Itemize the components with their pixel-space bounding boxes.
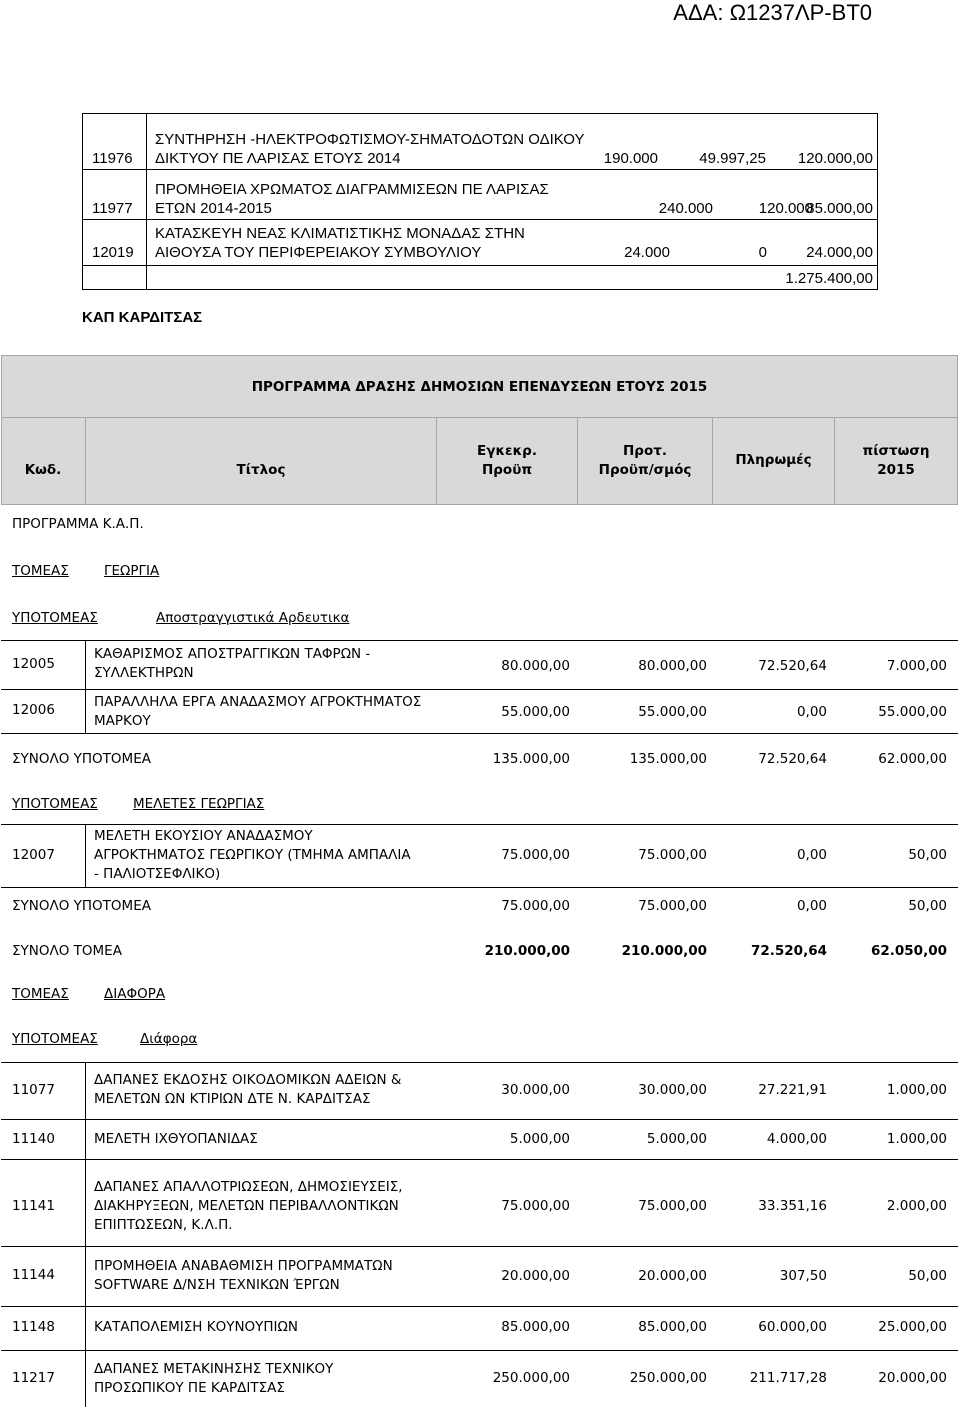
title-cell: ΣΥΛΛΕΚΤΗΡΩΝ xyxy=(94,665,194,681)
table-divider xyxy=(82,219,878,220)
table-border-left xyxy=(82,113,83,290)
code-cell: 11144 xyxy=(12,1267,55,1283)
payments-cell: 307,50 xyxy=(779,1268,827,1284)
title-cell: ΠΑΡΑΛΛΗΛΑ ΕΡΓΑ ΑΝΑΔΑΣΜΟΥ ΑΓΡΟΚΤΗΜΑΤΟΣ xyxy=(94,694,422,710)
table-col-divider xyxy=(146,113,147,290)
title-cell: ΚΑΘΑΡΙΣΜΟΣ ΑΠΟΣΤΡΑΓΓΙΚΩΝ ΤΑΦΡΩΝ - xyxy=(94,646,371,662)
title-cell: ΕΤΩΝ 2014-2015 xyxy=(155,200,272,217)
top-total: 1.275.400,00 xyxy=(785,270,873,287)
row-divider xyxy=(1,1062,958,1063)
proposed-cell: 55.000,00 xyxy=(638,704,707,720)
title-cell: - ΠΑΛΙΟΤΣΕΦΛΙΚΟ) xyxy=(94,866,221,882)
title-cell: ΔΙΑΚΗΡΥΞΕΩΝ, ΜΕΛΕΤΩΝ ΠΕΡΙΒΑΛΛΟΝΤΙΚΩΝ xyxy=(94,1198,399,1214)
payments-cell: 33.351,16 xyxy=(758,1198,827,1214)
proposed-cell: 30.000,00 xyxy=(638,1082,707,1098)
value-cell: 190.000 xyxy=(603,150,658,167)
approved-cell: 75.000,00 xyxy=(501,1198,570,1214)
row-divider xyxy=(1,887,958,888)
code-cell: 11141 xyxy=(12,1198,55,1214)
subtotal-credit: 62.000,00 xyxy=(878,751,947,767)
row-divider xyxy=(1,1306,958,1307)
col-header-credit: 2015 xyxy=(877,462,915,478)
value-cell: 85.000,00 xyxy=(806,200,873,217)
credit-cell: 25.000,00 xyxy=(878,1319,947,1335)
title-cell: ΔΙΚΤΥΟΥ ΠΕ ΛΑΡΙΣΑΣ ΕΤΟΥΣ 2014 xyxy=(155,150,401,167)
subsector-name: ΜΕΛΕΤΕΣ ΓΕΩΡΓΙΑΣ xyxy=(133,796,265,812)
credit-cell: 50,00 xyxy=(908,847,947,863)
payments-cell: 4.000,00 xyxy=(766,1131,827,1147)
subtotal-label: ΣΥΝΟΛΟ ΥΠΟΤΟΜΕΑ xyxy=(12,751,151,767)
subtotal-payments: 72.520,64 xyxy=(758,751,827,767)
credit-cell: 1.000,00 xyxy=(886,1082,947,1098)
code-cell: 11148 xyxy=(12,1319,55,1335)
approved-cell: 20.000,00 xyxy=(501,1268,570,1284)
approved-cell: 250.000,00 xyxy=(492,1370,570,1386)
subtotal-proposed: 75.000,00 xyxy=(638,898,707,914)
proposed-cell: 20.000,00 xyxy=(638,1268,707,1284)
col-header-payments: Πληρωμές xyxy=(735,452,812,468)
banner-border xyxy=(1,504,958,505)
code-cell: 11976 xyxy=(92,150,133,167)
title-cell: ΚΑΤΑΠΟΛΕΜΙΣΗ ΚΟΥΝΟΥΠΙΩΝ xyxy=(94,1319,298,1335)
banner-divider xyxy=(1,417,958,418)
sector-name: ΓΕΩΡΓΙΑ xyxy=(104,563,160,579)
col-divider xyxy=(85,640,86,734)
sector-total-proposed: 210.000,00 xyxy=(621,943,707,959)
sector-total-credit: 62.050,00 xyxy=(870,943,947,959)
proposed-cell: 250.000,00 xyxy=(629,1370,707,1386)
approved-cell: 30.000,00 xyxy=(501,1082,570,1098)
table-divider xyxy=(82,265,878,266)
code-cell: 12006 xyxy=(12,702,55,718)
payments-cell: 72.520,64 xyxy=(758,658,827,674)
subtotal-payments: 0,00 xyxy=(796,898,827,914)
payments-cell: 27.221,91 xyxy=(758,1082,827,1098)
col-header-title: Τίτλος xyxy=(236,462,286,478)
program-label: ΠΡΟΓΡΑΜΜΑ Κ.Α.Π. xyxy=(12,516,144,532)
credit-cell: 20.000,00 xyxy=(878,1370,947,1386)
banner-border xyxy=(1,355,958,356)
credit-cell: 7.000,00 xyxy=(886,658,947,674)
sector-label: ΤΟΜΕΑΣ xyxy=(12,563,69,579)
title-cell: ΔΑΠΑΝΕΣ ΜΕΤΑΚΙΝΗΣΗΣ ΤΕΧΝΙΚΟΥ xyxy=(94,1361,334,1377)
table-border-right xyxy=(877,113,878,290)
value-cell: 0 xyxy=(758,244,767,261)
credit-cell: 55.000,00 xyxy=(878,704,947,720)
approved-cell: 5.000,00 xyxy=(509,1131,570,1147)
approved-cell: 85.000,00 xyxy=(501,1319,570,1335)
payments-cell: 211.717,28 xyxy=(749,1370,827,1386)
col-header-proposed: Προτ. xyxy=(623,443,667,459)
approved-cell: 80.000,00 xyxy=(501,658,570,674)
credit-cell: 1.000,00 xyxy=(886,1131,947,1147)
title-cell: ΔΑΠΑΝΕΣ ΕΚΔΟΣΗΣ ΟΙΚΟΔΟΜΙΚΩΝ ΑΔΕΙΩΝ & xyxy=(94,1072,402,1088)
row-divider xyxy=(1,1159,958,1160)
row-divider xyxy=(1,689,958,690)
banner-title: ΠΡΟΓΡΑΜΜΑ ΔΡΑΣΗΣ ΔΗΜΟΣΙΩΝ ΕΠΕΝΔΥΣΕΩΝ ΕΤΟΥΣ 2015 xyxy=(251,379,708,395)
code-cell: 12005 xyxy=(12,656,55,672)
code-cell: 12019 xyxy=(92,244,134,261)
ada-code: ΑΔΑ: Ω1237ΛΡ-ΒΤ0 xyxy=(673,0,872,25)
row-divider xyxy=(1,824,958,825)
subsector-label: ΥΠΟΤΟΜΕΑΣ xyxy=(12,796,98,812)
col-divider xyxy=(85,1062,86,1407)
title-cell: SOFTWARE Δ/ΝΣΗ ΤΕΧΝΙΚΩΝ ΈΡΓΩΝ xyxy=(94,1277,340,1293)
col-header-approved: Προϋπ xyxy=(481,462,533,478)
sector-total-payments: 72.520,64 xyxy=(750,943,827,959)
row-divider xyxy=(1,1350,958,1351)
table-border-top xyxy=(82,113,878,114)
title-cell: ΜΑΡΚΟΥ xyxy=(94,713,151,729)
payments-cell: 0,00 xyxy=(796,704,827,720)
proposed-cell: 85.000,00 xyxy=(638,1319,707,1335)
subtotal-approved: 75.000,00 xyxy=(501,898,570,914)
code-cell: 11217 xyxy=(12,1370,55,1386)
table-divider xyxy=(82,169,878,170)
subtotal-approved: 135.000,00 xyxy=(492,751,570,767)
col-header-proposed: Προϋπ/σμός xyxy=(598,462,692,478)
row-divider xyxy=(1,1119,958,1120)
subsector-name: Αποστραγγιστικά Αρδευτικα xyxy=(156,610,350,626)
sector-total-approved: 210.000,00 xyxy=(484,943,570,959)
credit-cell: 50,00 xyxy=(908,1268,947,1284)
kap-label: ΚΑΠ ΚΑΡΔΙΤΣΑΣ xyxy=(82,309,203,326)
subtotal-proposed: 135.000,00 xyxy=(629,751,707,767)
col-header-approved: Εγκεκρ. xyxy=(477,443,537,459)
sector-total-label: ΣΥΝΟΛΟ ΤΟΜΕΑ xyxy=(12,943,122,959)
value-cell: 24.000,00 xyxy=(806,244,873,261)
code-cell: 12007 xyxy=(12,847,55,863)
approved-cell: 75.000,00 xyxy=(501,847,570,863)
title-cell: ΔΑΠΑΝΕΣ ΑΠΑΛΛΟΤΡΙΩΣΕΩΝ, ΔΗΜΟΣΙΕΥΣΕΙΣ, xyxy=(94,1179,403,1195)
title-cell: ΑΓΡΟΚΤΗΜΑΤΟΣ ΓΕΩΡΓΙΚΟΥ (ΤΜΗΜΑ ΑΜΠΑΛΙΑ xyxy=(94,847,411,863)
proposed-cell: 75.000,00 xyxy=(638,847,707,863)
title-cell: ΜΕΛΕΤΗ ΙΧΘΥΟΠΑΝΙΔΑΣ xyxy=(94,1131,258,1147)
approved-cell: 55.000,00 xyxy=(501,704,570,720)
title-cell: ΠΡΟΣΩΠΙΚΟΥ ΠΕ ΚΑΡΔΙΤΣΑΣ xyxy=(94,1380,285,1396)
row-divider xyxy=(1,1246,958,1247)
title-cell: ΜΕΛΕΤΩΝ ΩΝ ΚΤΙΡΙΩΝ ΔΤΕ Ν. ΚΑΡΔΙΤΣΑΣ xyxy=(94,1091,371,1107)
row-divider xyxy=(1,640,958,641)
proposed-cell: 80.000,00 xyxy=(638,658,707,674)
col-divider xyxy=(85,824,86,888)
code-cell: 11140 xyxy=(12,1131,55,1147)
value-cell: 240.000 xyxy=(658,200,713,217)
title-cell: ΣΥΝΤΗΡΗΣΗ -ΗΛΕΚΤΡΟΦΩΤΙΣΜΟΥ-ΣΗΜΑΤΟΔΟΤΩΝ ΟΔΙΚΟΥ xyxy=(155,131,585,148)
subtotal-credit: 50,00 xyxy=(908,898,947,914)
subsector-name: Διάφορα xyxy=(140,1031,198,1047)
title-cell: ΜΕΛΕΤΗ ΕΚΟΥΣΙΟΥ ΑΝΑΔΑΣΜΟΥ xyxy=(94,828,313,844)
value-cell: 49.997,25 xyxy=(699,150,766,167)
row-divider xyxy=(1,733,958,734)
credit-cell: 2.000,00 xyxy=(886,1198,947,1214)
title-cell: ΠΡΟΜΗΘΕΙΑ ΧΡΩΜΑΤΟΣ ΔΙΑΓΡΑΜΜΙΣΕΩΝ ΠΕ ΛΑΡΙΣΑΣ xyxy=(155,181,549,198)
title-cell: ΚΑΤΑΣΚΕΥΗ ΝΕΑΣ ΚΛΙΜΑΤΙΣΤΙΚΗΣ ΜΟΝΑΔΑΣ ΣΤΗΝ xyxy=(155,225,525,242)
sector-name: ΔΙΑΦΟΡΑ xyxy=(104,986,166,1002)
col-header-credit: πίστωση xyxy=(862,443,930,459)
code-cell: 11977 xyxy=(92,200,133,217)
title-cell: ΕΠΙΠΤΩΣΕΩΝ, Κ.Λ.Π. xyxy=(94,1217,233,1233)
proposed-cell: 75.000,00 xyxy=(638,1198,707,1214)
col-header-code: Κωδ. xyxy=(24,462,62,478)
payments-cell: 0,00 xyxy=(796,847,827,863)
subtotal-label: ΣΥΝΟΛΟ ΥΠΟΤΟΜΕΑ xyxy=(12,898,151,914)
table-border-bottom xyxy=(82,289,878,290)
value-cell: 24.000 xyxy=(624,244,670,261)
proposed-cell: 5.000,00 xyxy=(646,1131,707,1147)
subsector-label: ΥΠΟΤΟΜΕΑΣ xyxy=(12,1031,98,1047)
title-cell: ΑΙΘΟΥΣΑ ΤΟΥ ΠΕΡΙΦΕΡΕΙΑΚΟΥ ΣΥΜΒΟΥΛΙΟΥ xyxy=(155,244,482,261)
value-cell: 120.000 xyxy=(758,200,813,217)
code-cell: 11077 xyxy=(12,1082,55,1098)
subsector-label: ΥΠΟΤΟΜΕΑΣ xyxy=(12,610,98,626)
value-cell: 120.000,00 xyxy=(797,150,873,167)
payments-cell: 60.000,00 xyxy=(758,1319,827,1335)
sector-label: ΤΟΜΕΑΣ xyxy=(12,986,69,1002)
title-cell: ΠΡΟΜΗΘΕΙΑ ΑΝΑΒΑΘΜΙΣΗ ΠΡΟΓΡΑΜΜΑΤΩΝ xyxy=(94,1258,393,1274)
